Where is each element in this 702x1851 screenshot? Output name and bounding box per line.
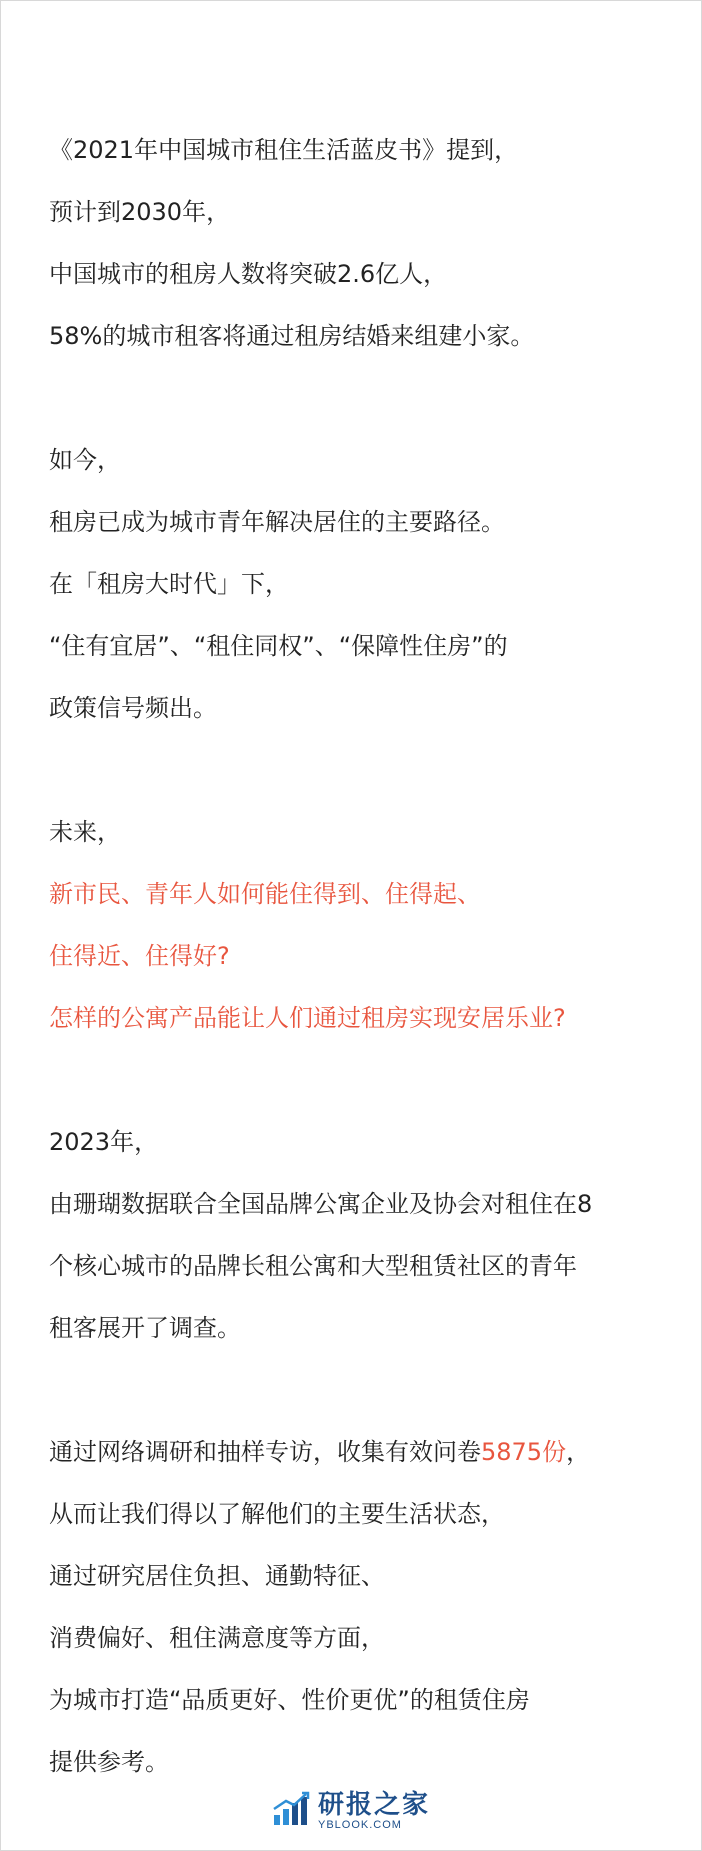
brand-url: YBLOOK.COM <box>317 1819 402 1831</box>
brand-logo[interactable] <box>272 1791 430 1831</box>
paragraph-survey-intro <box>49 1111 669 1359</box>
text-line: 消费偏好、租住满意度等方面， <box>49 1624 385 1652</box>
text-line: 如今， <box>49 446 121 474</box>
highlight-line: 住得近、住得好? <box>49 942 230 970</box>
paragraph-gap <box>49 367 669 429</box>
text-line: 租房已成为城市青年解决居住的主要路径。 <box>49 508 505 536</box>
survey-line-after: ， <box>566 1438 591 1466</box>
paragraph-gap <box>49 1049 669 1111</box>
survey-line-before: 通过网络调研和抽样专访，收集有效问卷 <box>49 1438 481 1466</box>
bar-chart-arrow-icon <box>272 1791 312 1831</box>
text-line: 58%的城市租客将通过租房结婚来组建小家。 <box>49 322 535 350</box>
brand-name: 研报之家 <box>317 1790 430 1820</box>
text-line: 2023年， <box>49 1128 159 1156</box>
text-line: “住有宜居”、“租住同权”、“保障性住房”的 <box>49 632 508 660</box>
text-line: 通过研究居住负担、通勤特征、 <box>49 1562 385 1590</box>
brand-text <box>318 1791 430 1831</box>
text-line: 《2021年中国城市租住生活蓝皮书》提到， <box>49 136 519 164</box>
paragraph-nowadays <box>49 429 669 739</box>
text-line: 提供参考。 <box>49 1748 169 1776</box>
text-line: 政策信号频出。 <box>49 694 217 722</box>
text-line: 由珊瑚数据联合全国品牌公寓企业及协会对租住在8 <box>49 1190 593 1218</box>
text-line: 为城市打造“品质更好、性价更优”的租赁住房 <box>49 1686 530 1714</box>
highlight-line: 新市民、青年人如何能住得到、住得起、 <box>49 880 481 908</box>
survey-line <box>49 1421 669 1483</box>
footer-watermark <box>1 1791 701 1831</box>
document-body <box>49 119 669 1793</box>
paragraph-survey-method <box>49 1421 669 1793</box>
questionnaire-count: 5875份 <box>481 1438 567 1466</box>
text-line: 租客展开了调查。 <box>49 1314 241 1342</box>
paragraph-future <box>49 801 669 1049</box>
paragraph-bluebook <box>49 119 669 367</box>
paragraph-gap <box>49 1359 669 1421</box>
text-line: 预计到2030年， <box>49 198 231 226</box>
text-line: 中国城市的租房人数将突破2.6亿人， <box>49 260 448 288</box>
paragraph-gap <box>49 739 669 801</box>
text-line: 个核心城市的品牌长租公寓和大型租赁社区的青年 <box>49 1252 577 1280</box>
text-line: 在「租房大时代」下， <box>49 570 289 598</box>
text-line: 未来， <box>49 818 121 846</box>
text-line: 从而让我们得以了解他们的主要生活状态， <box>49 1500 505 1528</box>
highlight-line: 怎样的公寓产品能让人们通过租房实现安居乐业? <box>49 1004 566 1032</box>
